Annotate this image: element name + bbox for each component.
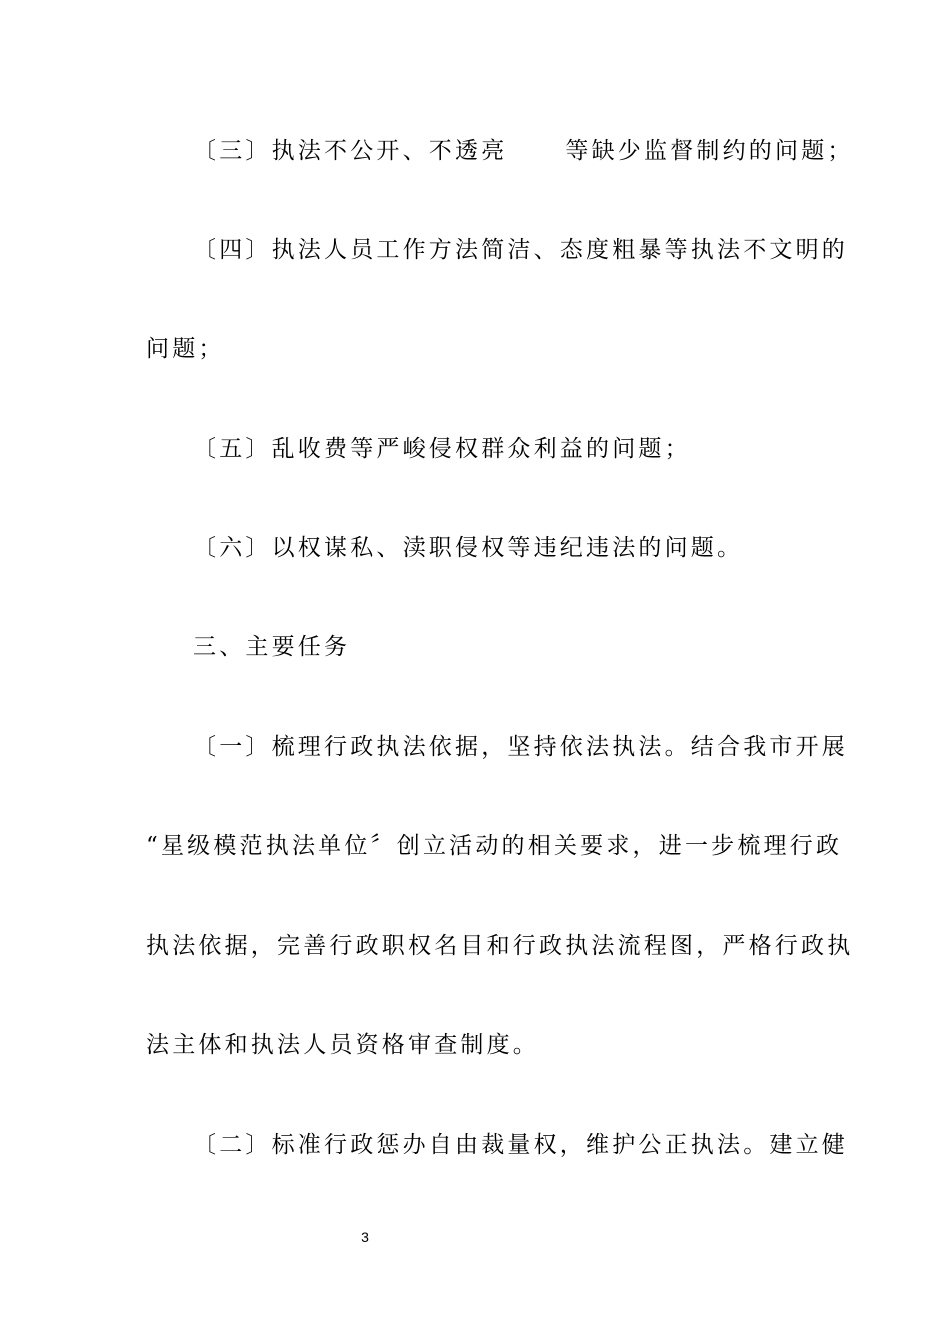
paragraph-item-4-line2: 问题；	[146, 336, 225, 362]
page-number: 3	[361, 1229, 369, 1245]
item-3-text-part2: 等缺少监督制约的问题；	[565, 138, 854, 164]
task-1-line2: “星级模范执法单位〞创立活动的相关要求，进一步梳理行政	[146, 833, 843, 859]
task-2-line1: 〔二〕标准行政惩办自由裁量权，维护公正执法。建立健	[193, 1132, 848, 1158]
paragraph-item-3	[193, 136, 854, 166]
paragraph-item-5: 〔五〕乱收费等严峻侵权群众利益的问题；	[193, 436, 691, 462]
paragraph-item-4-line1: 〔四〕执法人员工作方法简洁、态度粗暴等执法不文明的	[193, 237, 848, 263]
paragraph-item-6: 〔六〕以权谋私、渎职侵权等违纪违法的问题。	[193, 535, 744, 561]
section-heading-main-tasks: 三、主要任务	[193, 634, 351, 660]
task-1-line4: 法主体和执法人员资格审查制度。	[146, 1032, 539, 1058]
task-1-line1: 〔一〕梳理行政执法依据，坚持依法执法。结合我市开展	[193, 734, 848, 760]
task-1-line3: 执法依据，完善行政职权名目和行政执法流程图，严格行政执	[146, 933, 854, 959]
item-3-text-part1: 〔三〕执法不公开、不透亮	[193, 138, 508, 164]
